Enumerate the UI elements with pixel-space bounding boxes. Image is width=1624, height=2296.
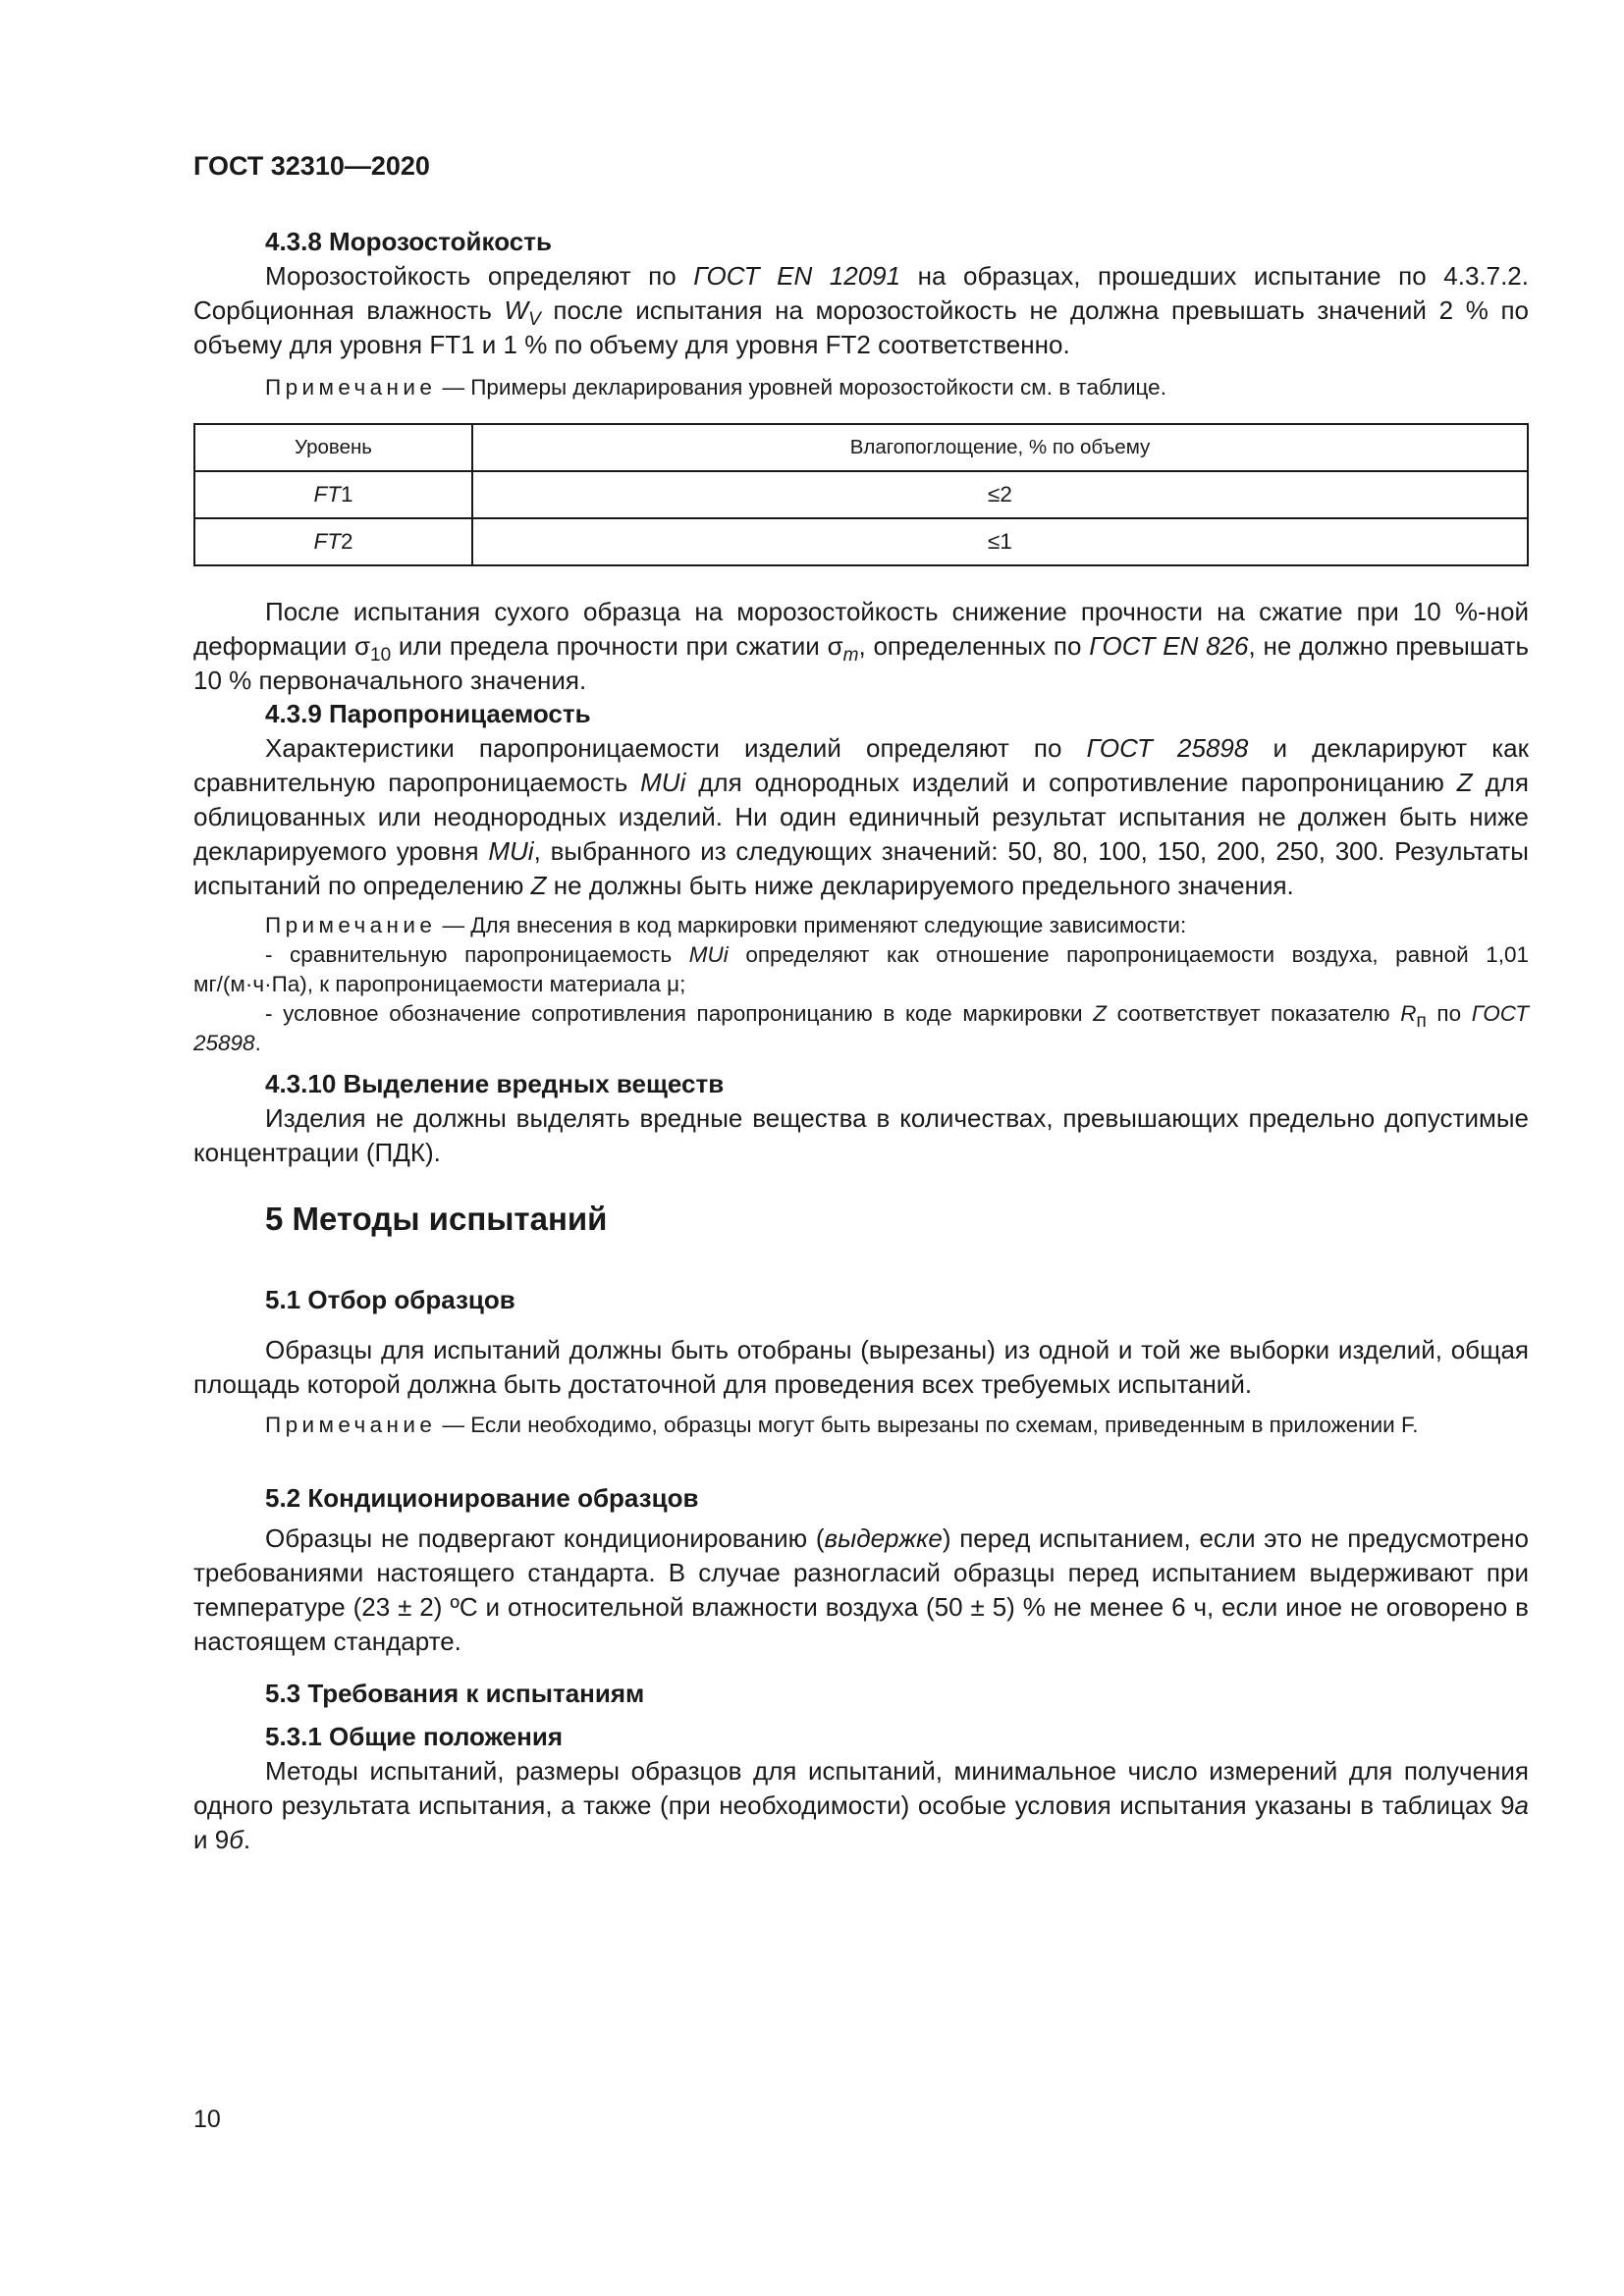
table-cell-level: FT2 bbox=[194, 518, 472, 565]
paragraph-vapor-permeability: Характеристики паропроницаемости изделий определяют по ГОСТ 25898 и декларируют как сравнительную паропроницаемость MUi для однородных изделий и сопротивление паропроницанию Z для облицованных или неоднородных изделий. Ни один единичный результат испытания не должен быть ниже декларируемого уровня MUi, выбранного из следующих значений: 50, 80, 100, 150, 200, 250, 300. Результаты испытаний по определению Z не должны быть ниже декларируемого предельного значения. bbox=[193, 733, 1529, 900]
paragraph-conditioning: Образцы не подвергают кондиционированию (выдержке) перед испытанием, если это не предусмотрено требованиями настоящего стандарта. В случае разногласий образцы перед испытанием выдерживают при температуре (23 ± 2) ºС и относительной влажности воздуха (50 ± 5) % не менее 6 ч, если иное не оговорено в настоящем стандарте. bbox=[193, 1523, 1530, 1656]
frost-resistance-table bbox=[193, 423, 1529, 566]
heading-5-2: 5.2 Кондиционирование образцов bbox=[265, 1483, 699, 1513]
table-header-cell: Уровень bbox=[194, 424, 472, 471]
heading-4-3-9: 4.3.9 Паропроницаемость bbox=[265, 699, 591, 728]
heading-4-3-10: 4.3.10 Выделение вредных веществ bbox=[265, 1069, 725, 1098]
note-label: Примечание bbox=[265, 375, 437, 400]
heading-5-3-1: 5.3.1 Общие положения bbox=[265, 1722, 563, 1751]
ref-gost-25898: ГОСТ 25898 bbox=[193, 1001, 1530, 1055]
paragraph-sampling: Образцы для испытаний должны быть отобраны (вырезаны) из одной и той же выборки изделий, общая площадь которой должна быть достаточной для проведения всех требуемых испытаний. bbox=[193, 1335, 1529, 1399]
table-cell-level: FT1 bbox=[194, 471, 472, 518]
document-id: ГОСТ 32310—2020 bbox=[193, 151, 430, 181]
heading-section-5: 5 Методы испытаний bbox=[265, 1201, 608, 1237]
note-label: Примечание bbox=[265, 1413, 437, 1437]
heading-4-3-8: 4.3.8 Морозостойкость bbox=[265, 227, 552, 256]
table-cell-value: ≤2 bbox=[472, 471, 1528, 518]
note-label: Примечание bbox=[265, 913, 437, 937]
paragraph-general-provisions: Методы испытаний, размеры образцов для испытаний, минимальное число измерений для получения одного результата испытания, а также (при необходимости) особые условия испытания указаны в таблицах 9а и 9б. bbox=[193, 1756, 1529, 1854]
heading-5-1: 5.1 Отбор образцов bbox=[265, 1285, 515, 1314]
note-frost-table: Примечание — Примеры декларирования уровней морозостойкости см. в таблице. bbox=[265, 375, 1166, 400]
table-header-row bbox=[194, 424, 1528, 471]
page-number: 10 bbox=[193, 2106, 221, 2133]
paragraph-frost-resistance: Морозостойкость определяют по ГОСТ EN 12091 на образцах, прошедших испытание по 4.3.7.2. Сорбционная влажность $W_V$ после испытания на морозостойкость не должна превышать значений 2 % по объему для уровня FT1 и 1 % по объему для уровня FT2 соответственно. bbox=[193, 261, 1529, 359]
note-sampling: Примечание — Если необходимо, образцы могут быть вырезаны по схемам, приведенным в приложении F. bbox=[265, 1413, 1419, 1437]
ref-gost-en-826: ГОСТ EN 826 bbox=[1089, 631, 1249, 661]
heading-5-3: 5.3 Требования к испытаниям bbox=[265, 1679, 645, 1708]
table-row bbox=[194, 518, 1528, 565]
note-marking-code: Примечание — Для внесения в код маркировки применяют следующие зависимости: bbox=[265, 913, 1187, 937]
note-item-z: - условное обозначение сопротивления паропроницанию в коде маркировки Z соответствует показателю $R_п$ по ГОСТ 25898. bbox=[193, 1001, 1530, 1055]
note-item-mui: - сравнительную паропроницаемость MUi определяют как отношение паропроницаемости воздуха, равной 1,01 мг/(м·ч·Па), к паропроницаемости материала μ; bbox=[193, 942, 1530, 996]
paragraph-strength-reduction: После испытания сухого образца на морозостойкость снижение прочности на сжатие при 10 %-ной деформации $\sigma_{10}$ или предела прочности при сжатии $\sigma_m$, определенных по ГОСТ EN 826, не должно превышать 10 % первоначального значения. bbox=[193, 597, 1529, 695]
ref-gost-25898: ГОСТ 25898 bbox=[1086, 733, 1249, 763]
table-cell-value: ≤1 bbox=[472, 518, 1528, 565]
frost-table-wrapper bbox=[193, 423, 1529, 566]
table-header-cell: Влагопоглощение, % по объему bbox=[472, 424, 1528, 471]
ref-gost-en-12091: ГОСТ EN 12091 bbox=[693, 261, 901, 291]
paragraph-harmful-substances: Изделия не должны выделять вредные вещества в количествах, превышающих предельно допустимые концентрации (ПДК). bbox=[193, 1103, 1529, 1167]
table-row bbox=[194, 471, 1528, 518]
